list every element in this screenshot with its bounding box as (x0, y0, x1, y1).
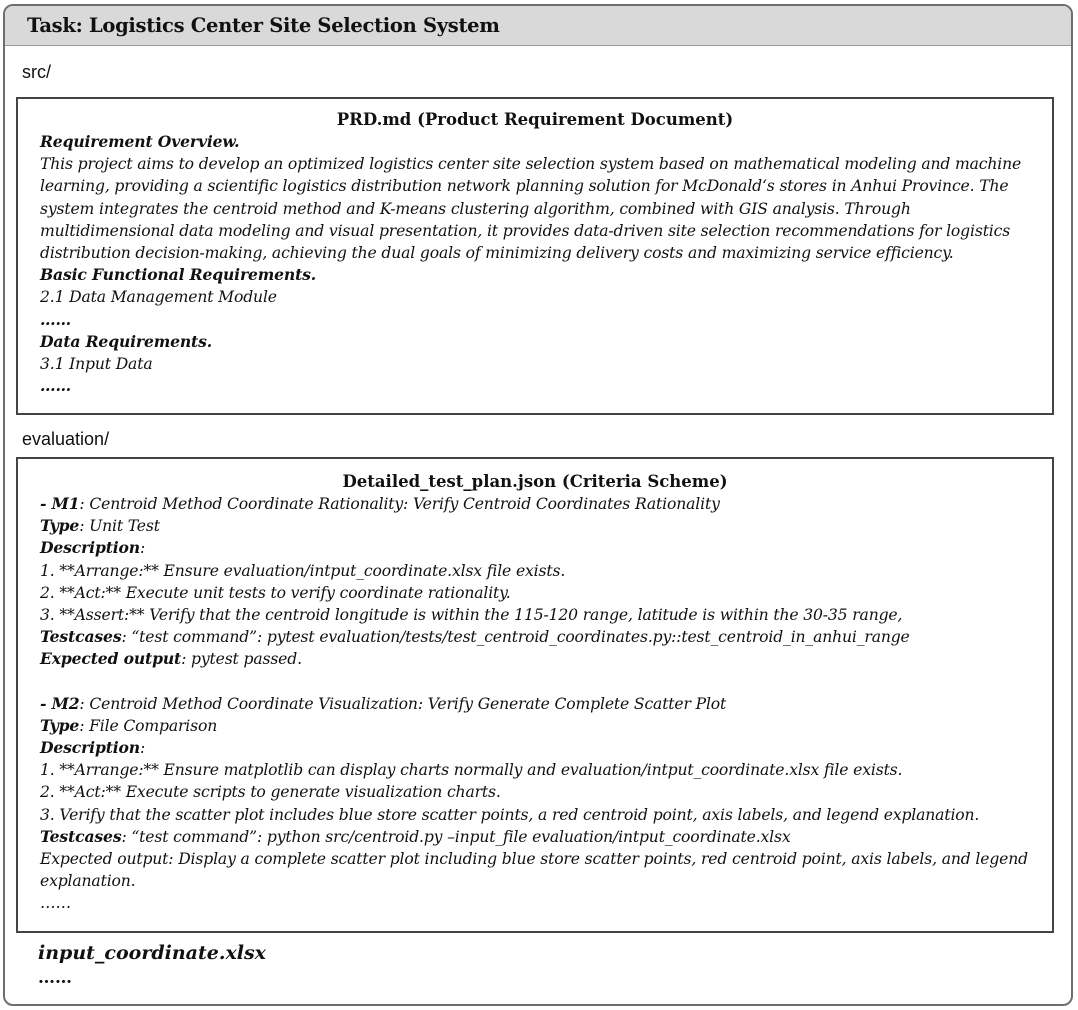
data-item: 3.1 Input Data (40, 355, 153, 374)
m1-description-colon: : (139, 539, 146, 558)
test-plan-box (16, 457, 1054, 933)
input-file-label: input_coordinate.xlsx (38, 942, 267, 964)
m1-step: 3. **Assert:** Verify that the centroid longitude is within the 115-120 range, latitude is within the 30-35 range, (40, 606, 903, 625)
m2-expected-line: Expected output: Display a complete scatter plot including blue store scatter points, red centroid point, axis labels, and legend (40, 850, 1028, 869)
m1-type-label: Type (40, 516, 80, 536)
data-heading: Data Requirements. (40, 331, 213, 351)
functional-item: 2.1 Data Management Module (40, 288, 277, 307)
section-spacer (40, 671, 1030, 693)
m2-name: : Centroid Method Coordinate Visualization: Verify Generate Complete Scatter Plot (79, 694, 727, 713)
m2-testcases-value: : “test command”: python src/centroid.py –input_file evaluation/intput_coordinate.xlsx (121, 827, 791, 846)
m2-id: - M2 (40, 693, 80, 713)
m1-expected-label: Expected output (40, 649, 182, 669)
folder-label-evaluation: evaluation/ (22, 429, 110, 449)
m2-testcases (40, 826, 1030, 848)
m2-ellipsis: …… (40, 894, 71, 913)
m1-type-value: : Unit Test (79, 517, 160, 536)
m2-description-label: Description (40, 738, 140, 758)
m1-testcases (40, 626, 1030, 648)
m1-testcases-label: Testcases (40, 627, 122, 647)
m1-testcases-value: : “test command”: pytest evaluation/tests/test_centroid_coordinates.py::test_centroid_in_anhui_range (121, 628, 910, 647)
functional-heading: Basic Functional Requirements. (40, 265, 317, 285)
overview-heading: Requirement Overview. (40, 132, 240, 151)
m1-name: : Centroid Method Coordinate Rationality: Verify Centroid Coordinates Rationality (79, 495, 720, 513)
task-title-bar (5, 6, 1071, 46)
folder-label-src: src/ (22, 62, 51, 82)
data-ellipsis: …… (40, 376, 71, 396)
m2-testcases-label: Testcases (40, 826, 122, 846)
m2-type-value: : File Comparison (79, 716, 218, 735)
m2-description (40, 737, 1030, 759)
overview-line: distribution decision-making, achieving the dual goals of minimizing delivery costs and maximizing service efficiency. (40, 244, 954, 263)
m1-expected (40, 648, 1030, 670)
functional-ellipsis: …… (40, 309, 71, 329)
test-plan-title: Detailed_test_plan.json (Criteria Scheme) (342, 472, 728, 491)
m1-step: 2. **Act:** Execute unit tests to verify coordinate rationality. (40, 583, 511, 602)
m1-header (40, 493, 1030, 515)
overview-line: multidimensional data modeling and visual presentation, it provides data-driven site selection recommendations for logistics (40, 221, 1011, 240)
m2-expected-line: explanation. (40, 872, 136, 891)
m1-step: 1. **Arrange:** Ensure evaluation/intput_coordinate.xlsx file exists. (40, 561, 566, 580)
m1-description (40, 537, 1030, 559)
m1-expected-value: : pytest passed. (181, 650, 302, 669)
m2-type (40, 715, 1030, 737)
m2-header (40, 693, 1030, 715)
prd-document-box (16, 97, 1054, 415)
bottom-ellipsis: …… (38, 968, 72, 988)
task-title: Task: Logistics Center Site Selection System (27, 14, 500, 37)
prd-title: PRD.md (Product Requirement Document) (336, 110, 734, 129)
m2-step: 1. **Arrange:** Ensure matplotlib can display charts normally and evaluation/intput_coordinate.xlsx file exists. (40, 761, 903, 780)
overview-line: learning, providing a scientific logistics distribution network planning solution for McDonald‘s stores in Anhui Province. The (40, 177, 1009, 196)
overview-line: This project aims to develop an optimized logistics center site selection system based on mathematical modeling and machine (40, 155, 1022, 174)
overview-line: system integrates the centroid method and K-means clustering algorithm, combined with GIS analysis. Through (40, 199, 911, 218)
m1-description-label: Description (40, 538, 140, 558)
m2-description-colon: : (139, 739, 146, 758)
m2-step: 2. **Act:** Execute scripts to generate visualization charts. (40, 783, 501, 802)
m1-id: - M1 (40, 494, 80, 513)
m2-step: 3. Verify that the scatter plot includes blue store scatter points, a red centroid point, axis labels, and legend explanation. (40, 805, 980, 824)
m2-type-label: Type (40, 715, 80, 735)
m1-type (40, 515, 1030, 537)
